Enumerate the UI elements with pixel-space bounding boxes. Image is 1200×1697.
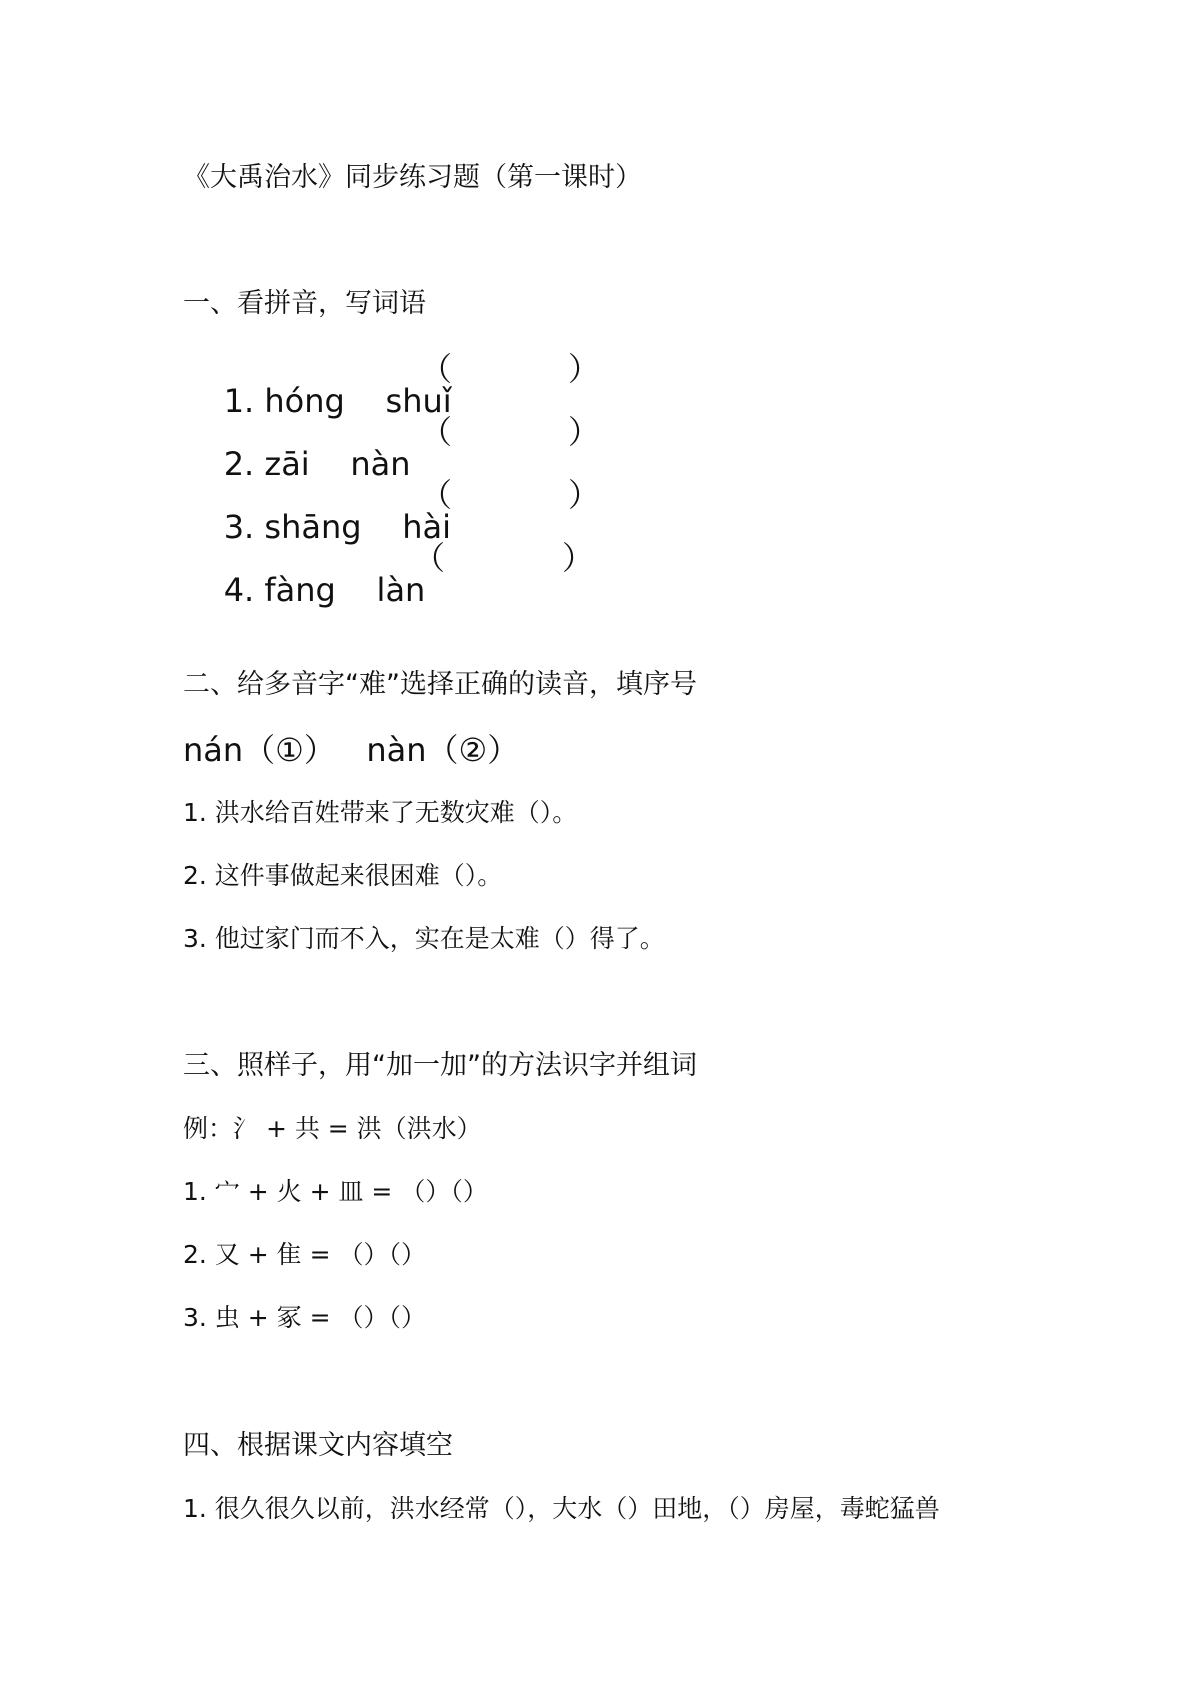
section1-heading: 一、看拼音，写词语 (183, 288, 426, 319)
pinyin-item-4 (183, 542, 425, 638)
pinyin-text: 1. hóng shuǐ (223, 382, 452, 420)
answer-blank-close-3: ） (568, 476, 601, 514)
answer-blank-close-2: ） (568, 413, 601, 451)
answer-blank-open-1: （ (420, 350, 453, 388)
example-line: 例：氵 + 共 = 洪（洪水） (183, 1114, 482, 1143)
fill-blank-item-1: 1. 很久很久以前，洪水经常（），大水（）田地，（）房屋，毒蛇猛兽 (183, 1494, 940, 1523)
answer-blank-open-4: （ (413, 539, 446, 577)
character-item-3: 3. 虫 + 冢 = （）（） (183, 1303, 426, 1332)
document-title: 《大禹治水》同步练习题（第一课时） (183, 162, 642, 193)
section3-heading: 三、照样子，用“加一加”的方法识字并组词 (183, 1050, 697, 1081)
answer-blank-open-3: （ (420, 476, 453, 514)
question-item-1: 1. 洪水给百姓带来了无数灾难（）。 (183, 798, 578, 827)
character-item-1: 1. 宀 + 火 + 皿 = （）（） (183, 1177, 488, 1206)
question-item-2: 2. 这件事做起来很困难（）。 (183, 861, 503, 890)
section4-heading: 四、根据课文内容填空 (183, 1430, 453, 1461)
polyphone-readings: nán（①） nàn（②） (183, 731, 520, 769)
answer-blank-close-1: ） (568, 350, 601, 388)
answer-blank-close-4: ） (562, 539, 595, 577)
section2-heading: 二、给多音字“难”选择正确的读音，填序号 (183, 669, 697, 700)
answer-blank-open-2: （ (420, 413, 453, 451)
question-item-3: 3. 他过家门而不入，实在是太难（）得了。 (183, 924, 665, 953)
pinyin-text: 4. fàng làn (223, 571, 426, 609)
pinyin-text: 3. shāng hài (223, 508, 452, 546)
pinyin-text: 2. zāi nàn (223, 445, 411, 483)
character-item-2: 2. 又 + 隹 = （）（） (183, 1240, 426, 1269)
